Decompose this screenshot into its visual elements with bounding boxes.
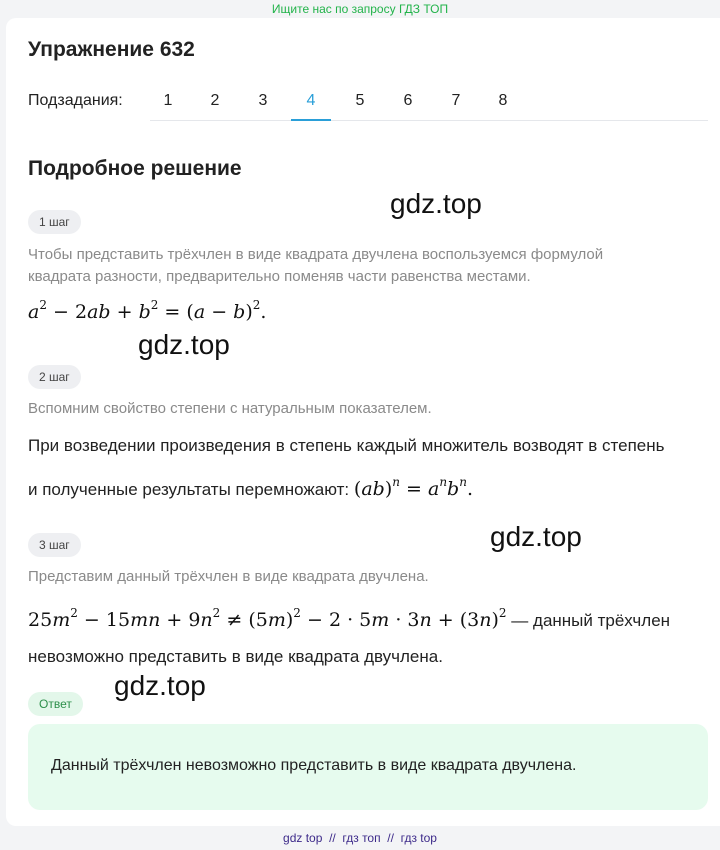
footer-links[interactable]: gdz top // гдз топ // гдз top	[283, 831, 437, 845]
watermark: gdz.top	[390, 188, 482, 219]
subtask-3[interactable]: 3	[258, 92, 268, 109]
watermark: gdz.top	[490, 521, 582, 552]
watermark: gdz.top	[138, 329, 230, 360]
page-title: Упражнение 632	[28, 38, 195, 61]
step-3-conclusion-line2: невозможно представить в виде квадрата двучлена.	[28, 647, 443, 666]
formula-square-difference: $a^2 - 2ab + b^2 = (a - b)^2$.	[28, 298, 267, 323]
step-2-rule: При возведении произведения в степень каждый множитель возводят в степень и полученные результаты перемножают:	[28, 436, 665, 499]
watermark: gdz.top	[114, 670, 206, 701]
step-1-hint: Чтобы представить трёхчлен в виде квадрата двучлена воспользуемся формулой квадрата разности, предварительно поменяв части равенства местами.	[28, 246, 604, 285]
subtasks-label: Подзадания:	[28, 92, 123, 109]
subtasks-nav	[150, 84, 708, 121]
subtask-8[interactable]: 8	[498, 92, 508, 109]
formula-power-product: $(ab)^n = a^nb^n$.	[353, 475, 473, 500]
step-2-hint: Вспомним свойство степени с натуральным показателем.	[28, 400, 432, 417]
subtask-4[interactable]: 4	[291, 84, 331, 121]
answer-box	[28, 724, 708, 810]
formula-trinomial: $25m^2 - 15mn + 9n^2 \ne (5m)^2 - 2 \cdot 5m \cdot 3n + (3n)^2$	[28, 606, 507, 631]
solution-title: Подробное решение	[28, 157, 242, 180]
step-2-text	[28, 428, 678, 508]
step-3-conclusion: — данный трёхчлен	[511, 611, 671, 630]
subtask-1[interactable]: 1	[163, 92, 173, 109]
answer-badge: Ответ	[28, 692, 83, 716]
step-3-hint: Представим данный трёхчлен в виде квадрата двучлена.	[28, 568, 429, 585]
step-3-text	[28, 595, 678, 675]
subtask-2[interactable]: 2	[210, 92, 220, 109]
subtask-7[interactable]: 7	[451, 92, 461, 109]
step-badge-2: 2 шаг	[28, 365, 81, 389]
step-badge-1: 1 шаг	[28, 210, 81, 234]
content-card	[6, 18, 720, 826]
subtask-5[interactable]: 5	[355, 92, 365, 109]
answer-text: Данный трёхчлен невозможно представить в виде квадрата двучлена.	[51, 757, 577, 774]
top-banner: Ищите нас по запросу ГДЗ ТОП	[271, 2, 449, 16]
step-badge-3: 3 шаг	[28, 533, 81, 557]
subtask-6[interactable]: 6	[403, 92, 413, 109]
